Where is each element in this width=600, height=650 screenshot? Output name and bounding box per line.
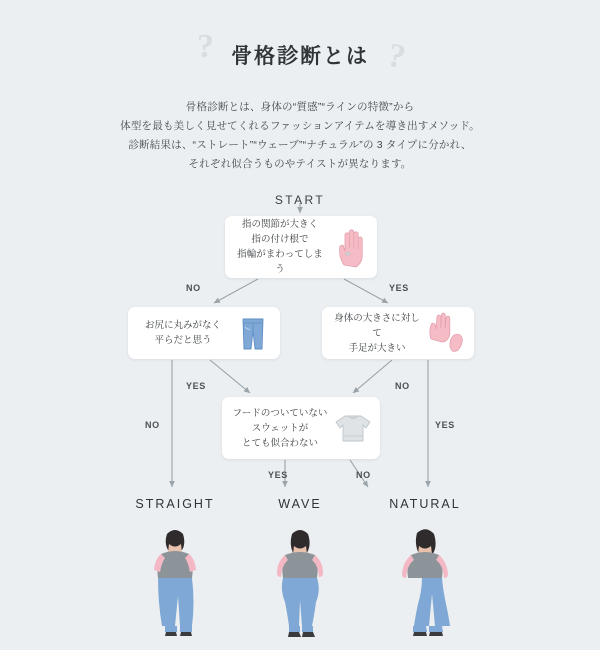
q3-line-1: 身体の大きさに対して — [334, 312, 420, 339]
q1-line-3: 指輪がまわってしまう — [237, 249, 323, 275]
edge-label-q4-yes: YES — [268, 470, 288, 480]
q3-line-2: 手足が大きい — [348, 342, 406, 354]
question-node-4[interactable] — [222, 397, 380, 459]
figure-straight-illustration — [115, 518, 235, 643]
question-node-1-text — [225, 217, 327, 277]
lead-line-1: 骨格診断とは、身体の“質感”“ラインの特徴”から — [185, 101, 415, 113]
page-title — [0, 28, 600, 77]
result-straight: STRAIGHT — [135, 497, 215, 511]
edge-label-q2-yes: YES — [186, 381, 206, 391]
lead-line-4: それぞれ似合うものやテイストが異なります。 — [188, 158, 412, 170]
q4-line-2: スウェットが — [251, 422, 309, 434]
figure-wave-illustration — [240, 518, 360, 643]
edge-label-q2-no: NO — [145, 420, 160, 430]
q2-line-1: お尻に丸みがなく — [144, 320, 221, 331]
question-node-3[interactable] — [322, 307, 474, 359]
q1-line-2: 指の付け根で — [251, 234, 309, 245]
lead-line-3: 診断結果は、“ストレート”“ウェーブ”“ナチュラル”の 3 タイプに分かれ、 — [128, 139, 472, 151]
edge-label-q1-yes: YES — [389, 283, 409, 293]
title-text: 骨格診断とは — [231, 45, 369, 68]
question-mark-right-icon: ? — [384, 36, 409, 77]
question-node-3-text — [322, 311, 424, 356]
result-wave: WAVE — [278, 497, 322, 511]
question-node-1[interactable] — [225, 216, 377, 278]
result-natural: NATURAL — [389, 497, 461, 511]
q4-line-3: とても似合わない — [241, 437, 318, 449]
q4-line-1: フードのついていない — [232, 407, 328, 419]
question-node-2[interactable] — [128, 307, 280, 359]
edge-label-q1-no: NO — [186, 283, 201, 293]
question-node-2-text — [128, 318, 230, 348]
hand-foot-icon — [424, 310, 470, 356]
sweatshirt-icon — [330, 405, 376, 451]
edge-label-q4-no: NO — [356, 470, 371, 480]
lead-paragraph — [0, 98, 600, 174]
figure-natural-illustration — [365, 518, 485, 643]
jeans-icon — [230, 310, 276, 356]
lead-line-2: 体型を最も美しく見せてくれるファッションアイテムを導き出すメソッド。 — [120, 120, 480, 132]
start-label: START — [274, 193, 326, 207]
hand-ring-icon — [327, 224, 373, 270]
edge-label-q3-no: NO — [395, 381, 410, 391]
edge-label-q3-yes: YES — [435, 420, 455, 430]
q2-line-2: 平らだと思う — [154, 335, 212, 346]
question-node-4-text — [222, 406, 330, 451]
question-mark-left-icon: ? — [197, 28, 214, 65]
q1-line-1: 指の関節が大きく — [241, 219, 318, 230]
